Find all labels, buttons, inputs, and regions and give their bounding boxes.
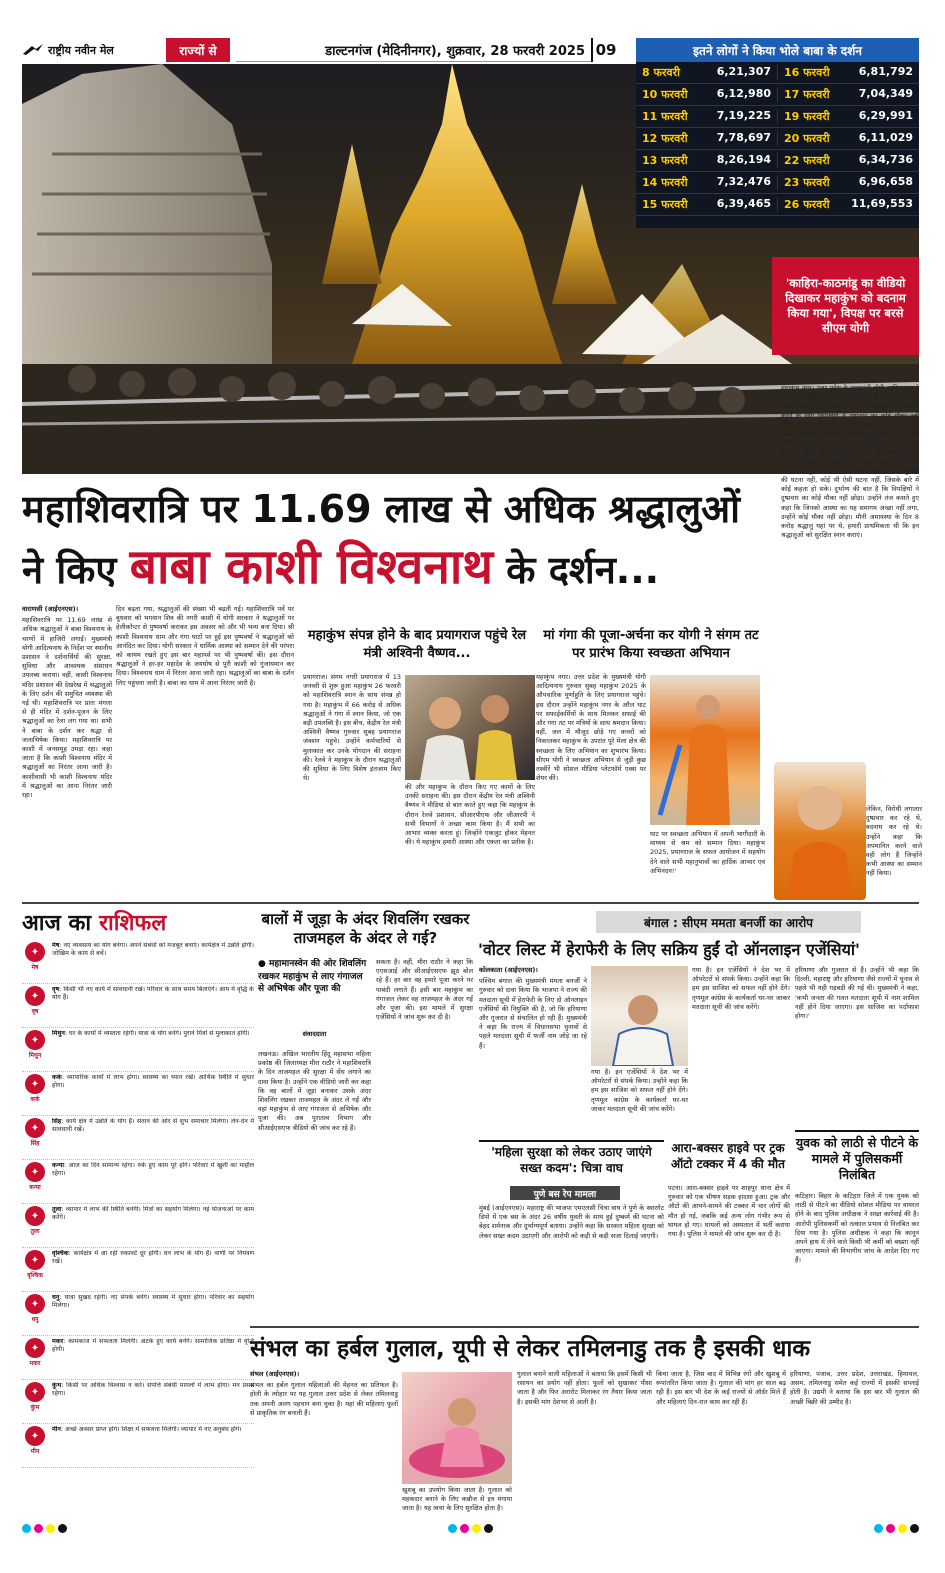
- tajmahal-text-2: सकता है। वहीं, मीरा राठौर ने कहा कि एएसआई और सीआईएसएफ झूठ बोल रहे हैं। हर बार वह हमारे पूजा करने पर पाबंदी लगाते हैं। इसी बार महाकुंभ का गंगाजल लेकर वह ताजमहल के अंदर गईं और पूजा की। इस मामले में सुरक्षा एजेंसियों ने जांच शुरू कर दी है।: [376, 958, 473, 1022]
- rashifal-title-b: राशिफल: [99, 911, 167, 936]
- page-number: 09: [591, 38, 619, 62]
- brand-name: राष्ट्रीय नवीन मेल: [48, 43, 114, 57]
- stats-count: 7,04,349: [858, 87, 913, 100]
- rashifal-item: [22, 1204, 254, 1248]
- zodiac-badge: [22, 1426, 48, 1467]
- zodiac-label: कन्या: [29, 1184, 41, 1191]
- color-swatches-center: [448, 1524, 493, 1533]
- stats-count: 6,11,029: [858, 131, 913, 144]
- zodiac-name: कन्या: [52, 1162, 64, 1169]
- railway-minister-headline: महाकुंभ संपन्न होने के बाद प्रयागराज पहुंचे रेल मंत्री अश्विनी वैष्णव...: [307, 628, 527, 661]
- stats-count: 6,39,465: [716, 197, 771, 210]
- zodiac-symbol-icon: ✦: [25, 986, 45, 1006]
- rashifal-title: [22, 907, 242, 937]
- gulal-text-4: किया जाता है, जिस बाद में विभिन्न रंगों और खुशबू में रूपांतरित किया जाता है। गुलाल की मांग हर साल बढ़ रही है। इस बार भी देश के कई राज्यों से ऑर्डर मिले हैं और महिलाएं दिन-रात काम कर रही हैं।: [656, 1370, 786, 1406]
- stats-row: [636, 84, 919, 106]
- zodiac-name: मकर: [52, 1338, 64, 1345]
- stats-row: [636, 150, 919, 172]
- stats-cell-left: [636, 197, 778, 212]
- zodiac-text: कामकाज में सफलता मिलेगी। अटके हुए कार्य बनेंगे। सामाजिक प्रतिष्ठा में वृद्धि होगी।: [52, 1338, 254, 1354]
- stats-date: 15 फरवरी: [642, 198, 688, 211]
- zodiac-name: मेष: [52, 942, 60, 949]
- video-story-headline: 'काहिरा-काठमांडू का वीडियो दिखाकर महाकुंभ को बदनाम किया गया', विपक्ष पर बरसे सीएम योगी: [772, 257, 919, 355]
- zodiac-label: धनु: [31, 1316, 39, 1323]
- zodiac-prediction: धनु: यात्रा सुखद रहेगी। नए संपर्क बनेंगे। स्वास्थ्य में सुधार होगा। परिवार का सहयोग मिलेगा।: [52, 1294, 254, 1310]
- gulal-caption-col: [402, 1486, 512, 1518]
- zodiac-prediction: मकर: कामकाज में सफलता मिलेगी। अटके हुए कार्य बनेंगे। सामाजिक प्रतिष्ठा में वृद्धि होगी।: [52, 1338, 254, 1354]
- bengal-col-4: [795, 966, 919, 1126]
- zodiac-text: व्यापार में लाभ की स्थिति बनेगी। मित्रों का सहयोग मिलेगा। नई योजनाओं पर काम करेंगे।: [52, 1206, 254, 1222]
- stats-date: 26 फरवरी: [784, 198, 830, 211]
- zodiac-label: कर्क: [30, 1096, 40, 1103]
- rashifal-item: [22, 1380, 254, 1424]
- zodiac-text: व्यापारिक कार्यों में लाभ होगा। स्वास्थ्य का ध्यान रखें। आर्थिक स्थिति में सुधार होगा।: [52, 1074, 254, 1090]
- gulal-text-2: खुशबू का उपयोग किया जाता है। गुलाल को महकदार बनाने के लिए कन्नौज से इत्र मंगाया जाता है। यह त्वचा के लिए सुरक्षित होता है।: [402, 1486, 512, 1513]
- stats-count: 6,21,307: [716, 65, 771, 78]
- zodiac-name: सिंह: [52, 1118, 62, 1125]
- rashifal-item: [22, 1072, 254, 1116]
- zodiac-name: कर्क: [52, 1074, 62, 1081]
- zodiac-label: तुला: [30, 1228, 40, 1235]
- stats-cell-right: [778, 109, 919, 124]
- stats-cell-right: [778, 175, 919, 190]
- cleanliness-caption-col: [650, 830, 765, 898]
- zodiac-name: मीन: [52, 1426, 61, 1433]
- stats-date: 23 फरवरी: [784, 176, 830, 189]
- zodiac-text: किसी भी नए कार्य में सावधानी रखें। परिवार के साथ समय बिताएंगे। आय में वृद्धि के योग हैं।: [52, 986, 254, 1002]
- cleanliness-photo: [650, 675, 760, 825]
- safety-text: मुंबई (आईएनएस)। महाराष्ट्र की भाजपा एमएलसी चित्रा वाघ ने पुणे के स्वारगेट डिपो में एक बस के अंदर 26 वर्षीय युवती के साथ हुई दुष्कर्म की घटना को बेहद शर्मनाक और दुर्भाग्यपूर्ण बताया। उन्होंने कहा कि सरकार महिला सुरक्षा को लेकर सख्त कदम उठाएगी और आरोपी को कड़ी से कड़ी सजा दिलाई जाएगी।: [479, 1204, 664, 1240]
- zodiac-symbol-icon: ✦: [25, 1250, 45, 1270]
- women-safety-headline: 'महिला सुरक्षा को लेकर उठाए जाएंगे सख्त कदम': चित्रा वाघ: [479, 1140, 664, 1184]
- zodiac-text: घर के कार्यों में व्यस्तता रहेगी। यात्रा के योग बनेंगे। पुराने मित्रों से मुलाकात होगी।: [69, 1030, 250, 1037]
- rashifal-item: [22, 1248, 254, 1292]
- stats-cell-right: [778, 197, 919, 212]
- zodiac-name: मिथुन: [52, 1030, 65, 1037]
- stats-date: 8 फरवरी: [642, 66, 680, 79]
- stats-cell-right: [778, 65, 919, 80]
- headline-line-2c: के दर्शन...: [506, 548, 660, 592]
- kashi-col-2: [116, 605, 294, 895]
- kashi-col1-text: महाशिवरात्रि पर 11.69 लाख से अधिक श्रद्धालुओं ने बाबा विश्वनाथ के चरणों में हाजिरी लगाई। मुख्यमंत्री योगी आदित्यनाथ के निर्देश पर स्थानीय प्रशासन ने दर्शनार्थियों की सुरक्षा, सुविधा और आवश्यक संसाधन उपलब्ध कराया। वहीं, काशी विश्वनाथ मंदिर प्रशासन की देखरेख में श्रद्धालुओं के लिए दर्शन की समुचित व्यवस्था की गई थी। महाशिवरात्रि पर प्रातः मंगला से ही मंदिर में दर्शन-पूजन के लिए श्रद्धालुओं का रेला लग गया था। सभी ने बाबा के दर्शन कर श्रद्धा से जलाभिषेक किया। महाशिवरात्रि पर काशी में जनसमूह उमड़ा रहा। कहा जाता है कि काशी विश्वनाथ मंदिर में श्रद्धालुओं का निरंतर आना जारी है। काशीवासी भी काशी विश्वनाथ मंदिर में श्रद्धालुओं का आना निरंतर जारी रहा।: [22, 616, 112, 800]
- stats-cell-right: [778, 87, 919, 102]
- truck-accident-headline: आरा-बक्सर हाइवे पर ट्रक ऑटो टक्कर में 4 की मौत: [670, 1141, 785, 1171]
- kashi-byline: वाराणसी (आईएनएस)।: [22, 605, 79, 613]
- zodiac-name: वृष: [52, 986, 60, 993]
- stats-date: 17 फरवरी: [784, 88, 830, 101]
- stats-count: 7,78,697: [716, 131, 771, 144]
- stats-cell-left: [636, 131, 778, 146]
- stats-date: 19 फरवरी: [784, 110, 830, 123]
- zodiac-symbol-icon: ✦: [25, 1206, 45, 1226]
- cleanliness-headline: मां गंगा की पूजा-अर्चना कर योगी ने संगम तट पर प्रारंभ किया स्वच्छता अभियान: [543, 628, 759, 661]
- section-tag: राज्यों से: [166, 38, 230, 62]
- bengal-byline: कोलकाता (आईएनएस)।: [479, 966, 538, 974]
- cleanliness-illustration: [650, 675, 760, 825]
- stats-cell-left: [636, 65, 778, 80]
- gulal-text-5: हरियाणा, पंजाब, उत्तर प्रदेश, उत्तराखंड, हिमाचल, असम, तमिलनाडु समेत कई राज्यों में इसकी सप्लाई होती है। उद्यमी ने बताया कि इस बार भी गुलाल की अच्छी बिक्री की उम्मीद है।: [790, 1370, 919, 1406]
- mamata-illustration: [591, 966, 688, 1066]
- zodiac-label: कुंभ: [30, 1404, 40, 1411]
- zodiac-label: मकर: [29, 1360, 41, 1367]
- stats-date: 20 फरवरी: [784, 132, 830, 145]
- zodiac-label: मेष: [31, 964, 39, 971]
- stats-row: [636, 62, 919, 84]
- yogi-story-paragraph-2: लेकिन, विरोधी लगातार दुष्प्रचार कर रहे थे, बदनाम कर रहे थे। उन्होंने कहा कि अपमानित करने वाले वही लोग हैं जिन्होंने कभी आस्था का सम्मान नहीं किया।: [866, 805, 922, 878]
- gulal-col-4: [790, 1370, 919, 1518]
- color-swatches-right: [874, 1524, 919, 1533]
- gulal-col-2: [517, 1370, 652, 1518]
- gulal-col-1: [250, 1370, 398, 1518]
- zodiac-name: तुला: [52, 1206, 62, 1213]
- zodiac-label: मिथुन: [28, 1052, 42, 1059]
- safety-text-col: [479, 1204, 664, 1322]
- stats-count: 6,96,658: [858, 175, 913, 188]
- bird-logo-icon: [22, 42, 44, 58]
- truck-text-col: [668, 1184, 790, 1322]
- zodiac-badge: [22, 1338, 48, 1379]
- zodiac-text: यात्रा सुखद रहेगी। नए संपर्क बनेंगे। स्वास्थ्य में सुधार होगा। परिवार का सहयोग मिलेगा।: [52, 1294, 254, 1310]
- railway-text: प्रयागराज। संगम नगरी प्रयागराज में 13 जनवरी से शुरू हुआ महाकुंभ 26 फरवरी को महाशिवरात्रि स्नान के साथ संपन्न हो गया है। महाकुंभ में 66 करोड़ से अधिक श्रद्धालुओं ने गंगा में स्नान किया, जो एक बड़ी उपलब्धि है। इस बीच, केंद्रीय रेल मंत्री अश्विनी वैष्णव गुरुवार सुबह प्रयागराज जंक्शन पहुंचे। उन्होंने कर्मचारियों से मुलाकात कर उनके योगदान की सराहना की। रेलवे ने महाकुंभ के दौरान श्रद्धालुओं की सुविधा के लिए विशेष इंतजाम किए थे।: [303, 673, 401, 783]
- zodiac-prediction: सिंह: कार्य क्षेत्र में उन्नति के योग हैं। संतान की ओर से शुभ समाचार मिलेगा। लेन-देन में सावधानी रखें।: [52, 1118, 254, 1134]
- bengal-tag: बंगाल : सीएम ममता बनर्जी का आरोप: [596, 911, 861, 933]
- cleanliness-caption: घाट पर स्वच्छता अभियान में अपनी भागीदारी के माध्यम से श्रम को सम्मान दिया। महाकुंभ 2025, प्रयागराज के सफल आयोजन में सहयोग देने वाले सभी महानुभावों का हार्दिक आभार एवं अभिनंदन!': [650, 830, 765, 875]
- stats-date: 10 फरवरी: [642, 88, 688, 101]
- zodiac-label: वृश्चिक: [27, 1272, 43, 1279]
- bengal-col-2b: [591, 1068, 688, 1136]
- gulal-text-3: गुलाल बनाने वाली महिलाओं ने बताया कि इसमें किसी भी रसायन का प्रयोग नहीं होता। फूलों को सुखाकर पीसा जाता है और फिर अरारोट मिलाकर रंग तैयार किया जाता है। इसकी मांग देशभर से आती है।: [517, 1370, 652, 1406]
- zodiac-text: अच्छे अवसर प्राप्त होंगे। शिक्षा में सफलता मिलेगी। व्यापार में नए अनुबंध होंगे।: [65, 1426, 242, 1433]
- zodiac-badge: [22, 942, 48, 983]
- rashifal-item: [22, 984, 254, 1028]
- color-swatches-left: [22, 1524, 67, 1533]
- tajmahal-headline: बालों में जूड़ा के अंदर शिवलिंग रखकर ताजमहल के अंदर ले गई?: [261, 910, 470, 947]
- zodiac-symbol-icon: ✦: [25, 1382, 45, 1402]
- print-registration-bar: [22, 1522, 919, 1534]
- stats-row: [636, 106, 919, 128]
- railway-caption-col: [405, 783, 535, 898]
- zodiac-label: सिंह: [30, 1140, 40, 1147]
- gulal-text-1: संभल का हर्बल गुलाल महिलाओं की मेहनत का प्रतिफल है। होली के त्योहार पर यह गुलाल उत्तर प्रदेश से लेकर तमिलनाडु तक अपनी अलग पहचान बना चुका है। यहां की महिलाएं फूलों से प्राकृतिक रंग बनाती हैं।: [250, 1381, 398, 1417]
- bengal-text: पश्चिम बंगाल की मुख्यमंत्री ममता बनर्जी ने गुरुवार को दावा किया कि भाजपा ने राज्य की मतदाता सूची में हेराफेरी के लिए दो ऑनलाइन एजेंसियों की नियुक्ति की है, जो कि हरियाणा और गुजरात से संचालित हो रही हैं। मुख्यमंत्री ने कहा कि राज्य में विधानसभा चुनावों से पहले मतदाता सूची में फर्जी नाम जोड़े जा रहे हैं।: [479, 977, 587, 1050]
- youth-text: कटिहार। बिहार के कटिहार जिले में एक युवक को लाठी से पीटने का वीडियो सोशल मीडिया पर वायरल होने के बाद पुलिस अधीक्षक ने सख्त कार्रवाई की है। आरोपी पुलिसकर्मी को तत्काल प्रभाव से निलंबित कर दिया गया है। पुलिस अधीक्षक ने कहा कि कानून अपने हाथ में लेने वाले किसी भी कर्मी को बख्शा नहीं जाएगा। मामले की विभागीय जांच के आदेश दिए गए हैं।: [795, 1192, 919, 1265]
- zodiac-prediction: तुला: व्यापार में लाभ की स्थिति बनेगी। मित्रों का सहयोग मिलेगा। नई योजनाओं पर काम करेंगे।: [52, 1206, 254, 1222]
- kashi-col2-text: दिन बढ़ता गया, श्रद्धालुओं की संख्या भी बढ़ती गई। महाशिवरात्रि पर्व पर बुधवार को भगवान शिव की नगरी काशी में योगी सरकार ने श्रद्धालुओं पर हेलीकॉप्टर से पुष्पवर्षा कराकर इस अवसर को और भी भव्य बना दिया। श्री काशी विश्वनाथ धाम और गंगा घाटों पर हुई इस पुष्पवर्षा ने श्रद्धालुओं को आनंदित कर दिया। योगी सरकार ने धार्मिक आस्था को सम्मान देने की परंपरा को कायम रखते हुए इस बार महापर्व पर भी पुष्पवर्षा की। इस दौरान श्रद्धालुओं ने हर-हर महादेव के जयघोष से पूरी काशी को गुंजायमान कर दिया। विश्वनाथ धाम में निरंतर आना जारी रहा। श्रद्धालुओं का बाबा के दर्शन लिए पहुंचना जारी है। बाबा का धाम में आना निरंतर जारी है।: [116, 605, 294, 687]
- headline-line-2a: ने किए: [22, 548, 117, 592]
- rashifal-item: [22, 1116, 254, 1160]
- yogi-story-cont: [866, 805, 922, 897]
- stats-count: 7,32,476: [716, 175, 771, 188]
- headline-line-2: [22, 538, 757, 599]
- stats-count: 6,12,980: [716, 87, 771, 100]
- zodiac-badge: [22, 1118, 48, 1159]
- stats-cell-left: [636, 175, 778, 190]
- stats-count: 7,19,225: [716, 109, 771, 122]
- rashifal-item: [22, 1292, 254, 1336]
- bengal-col-3: [692, 966, 790, 1136]
- zodiac-text: आज का दिन सामान्य रहेगा। रुके हुए काम पूरे होंगे। परिवार में खुशी का माहौल रहेगा।: [52, 1162, 254, 1178]
- stats-row: [636, 172, 919, 194]
- zodiac-prediction: कर्क: व्यापारिक कार्यों में लाभ होगा। स्वास्थ्य का ध्यान रखें। आर्थिक स्थिति में सुधार होगा।: [52, 1074, 254, 1090]
- tajmahal-byline-col: [258, 1030, 371, 1048]
- rashifal-item: [22, 1028, 254, 1072]
- stats-count: 6,29,991: [858, 109, 913, 122]
- zodiac-badge: [22, 1382, 48, 1423]
- yogi-story-text: [781, 384, 919, 756]
- mamata-photo: [591, 966, 688, 1066]
- stats-cell-right: [778, 153, 919, 168]
- zodiac-text: नए व्यवसाय का योग बनेगा। अपने संबंधों को मजबूत बनाएं। कार्यक्षेत्र में उन्नति होगी। जोखिम के काम से बचें।: [52, 942, 254, 958]
- tajmahal-col-2: [376, 958, 473, 1322]
- kashi-col-1: [22, 605, 112, 895]
- zodiac-prediction: मेष: नए व्यवसाय का योग बनेगा। अपने संबंधों को मजबूत बनाएं। कार्यक्षेत्र में उन्नति होगी। जोखिम के काम से बचें।: [52, 942, 254, 958]
- headline-line-1: महाशिवरात्रि पर 11.69 लाख से अधिक श्रद्धालुओं: [22, 487, 740, 531]
- gulal-illustration: [402, 1372, 512, 1484]
- yogi-story-paragraph: महाकुंभ नगर। उत्तर प्रदेश के मुख्यमंत्री योगी आदित्यनाथ ने प्रयागराज महाकुंभ-2025 के समापन के बाद 'विपक्ष' पर जमकर प्रहार किया। उन्होंने कहा कि महाकुंभ को बदनाम करने के लिए विपक्षियों ने दुष्प्रचार का कोई मौका नहीं छोड़ा। कोई काहिरा की तो कोई काठमांडू की घटना का वीडियो दिखाकर प्रयागराज को बदनाम करता रहा। सीएम योगी ने कहा कि आस्था का इतना विशाल समागम दुनिया के अंदर कभी नहीं हुआ। 66 करोड़ 30 लाख श्रद्धालु, किसी आयोजन का हिस्सा बने और कोई अपहरण की घटना नहीं, कोई लूट की घटना नहीं, कोई छेड़छाड़, कोई दुष्कर्म की घटना नहीं, कोई भी ऐसी घटना नहीं, जिसके बारे में कोई कहता हो सके। दुर्भाग्य की बात है कि विपक्षियों ने दुष्प्रचार का कोई मौका नहीं छोड़ा। उन्होंने तंज कसते हुए कहा कि जिनको आस्था का यह समागम अच्छा नहीं लगा, उन्होंने कोई मौका नहीं छोड़ा। मौनी अमावस्या के दिन 8 करोड़ श्रद्धालु यहां पर थे, हमारी प्राथमिकता थी कि इन श्रद्धालुओं को सुरक्षित स्नान कराएं।: [781, 384, 919, 540]
- headline-highlight: बाबा काशी विश्वनाथ: [129, 539, 494, 595]
- stats-date: 14 फरवरी: [642, 176, 688, 189]
- zodiac-prediction: वृष: किसी भी नए कार्य में सावधानी रखें। परिवार के साथ समय बिताएंगे। आय में वृद्धि के योग हैं।: [52, 986, 254, 1002]
- gulal-headline: संभल का हर्बल गुलाल, यूपी से लेकर तमिलनाडु तक है इसकी धाक: [250, 1336, 811, 1362]
- bengal-text-3: हरियाणा और गुजरात से हैं। उन्होंने भी कहा कि दिल्ली, महाराष्ट्र और हरियाणा जैसे राज्यों में चुनाव से पहले भी यही गड़बड़ी की गई थी। मुख्यमंत्री ने कहा, 'कभी जनता की गलत मतदाता सूची में नाम शामिल नहीं होने दिया जाएगा। इस साजिश का पर्दाफाश होगा।': [795, 966, 919, 1021]
- zodiac-symbol-icon: ✦: [25, 1162, 45, 1182]
- tajmahal-subhead: ● महामानस्वेन की ओर शिवलिंग रखकर महाकुंभ से लाए गंगाजल से अभिषेक और पूजा की: [258, 959, 367, 994]
- tajmahal-text: लखनऊ। अखिल भारतीय हिंदू महासभा महिला प्रकोष्ठ की जिलाध्यक्ष मीरा राठौर ने महाशिवरात्रि के दिन ताजमहल की सुरक्षा में सेंध लगाने का दावा किया है। उन्होंने एक वीडियो जारी कर कहा कि वह बालों में जूड़ा बनाकर उसके अंदर शिवलिंग रखकर ताजमहल के अंदर ले गईं और वहां महाकुंभ से लाए गंगाजल से अभिषेक और पूजा की। अब पुरातत्व विभाग और सीआईएसएफ वीडियो की जांच कर रहे हैं।: [258, 1050, 371, 1132]
- bengal-text-2: गया है। इन एजेंसियों ने देश भर में ऑपरेटरों से संपर्क किया। उन्होंने कहा कि हम इस साजिश को सफल नहीं होने देंगे। तृणमूल कांग्रेस के कार्यकर्ता घर-घर जाकर मतदाता सूची की जांच करेंगे।: [692, 966, 790, 1011]
- minister-illustration: [405, 675, 535, 780]
- tajmahal-col-1: [258, 1050, 371, 1322]
- zodiac-badge: [22, 1030, 48, 1071]
- zodiac-prediction: कन्या: आज का दिन सामान्य रहेगा। रुके हुए काम पूरे होंगे। परिवार में खुशी का माहौल रहेगा।: [52, 1162, 254, 1178]
- zodiac-symbol-icon: ✦: [25, 942, 45, 962]
- zodiac-prediction: वृश्चिक: कार्यक्षेत्र में आ रही रुकावटें दूर होंगी। धन लाभ के योग हैं। वाणी पर नियंत्रण रखें।: [52, 1250, 254, 1266]
- zodiac-badge: [22, 986, 48, 1027]
- zodiac-label: मीन: [30, 1448, 40, 1455]
- zodiac-badge: [22, 1250, 48, 1291]
- rashifal-list: [22, 940, 254, 1520]
- stats-date: 13 फरवरी: [642, 154, 688, 167]
- stats-cell-left: [636, 153, 778, 168]
- cleanliness-text: महाकुंभ नगर। उत्तर प्रदेश के मुख्यमंत्री योगी आदित्यनाथ गुरुवार सुबह महाकुंभ 2025 के औपचारिक पूर्णाहुति के लिए प्रयागराज पहुंचे। इस दौरान उन्होंने महाकुंभ नगर के अरैल घाट पर सफाईकर्मियों के साथ मिलकर सफाई की और गंगा तट पर मंत्रियों के साथ श्रमदान किया। वहीं, जल में मौजूद छोड़े गए कचरों को निकालकर महाकुंभ के उपरांत पूरे मेला क्षेत्र की स्वच्छता के लिए अभियान का शुभारंभ किया। सीएम योगी ने स्वच्छता अभियान से जुड़ी कुछ तस्वीरें भी सोशल मीडिया प्लेटफॉर्म एक्स पर शेयर कीं।: [536, 673, 646, 783]
- zodiac-badge: [22, 1074, 48, 1115]
- zodiac-symbol-icon: ✦: [25, 1118, 45, 1138]
- rashifal-item: [22, 1336, 254, 1380]
- zodiac-text: किसी पर अधिक विश्वास न करें। संपत्ति संबंधी मामलों में लाभ होगा। मन प्रसन्न रहेगा।: [52, 1382, 254, 1398]
- stats-cell-right: [778, 131, 919, 146]
- stats-count: 6,34,736: [858, 153, 913, 166]
- dateline: डाल्टनगंज (मेदिनीनगर), शुक्रवार, 28 फरवरी 2025: [236, 38, 591, 62]
- stats-count: 6,81,792: [858, 65, 913, 78]
- railway-text-col: [303, 673, 401, 898]
- stats-cell-left: [636, 87, 778, 102]
- rashifal-item: [22, 940, 254, 984]
- gulal-divider: [250, 1326, 919, 1328]
- zodiac-badge: [22, 1162, 48, 1203]
- truck-text: पटना। आरा-बक्सर हाइवे पर शाहपुर थाना क्षेत्र में गुरुवार को एक भीषण सड़क हादसा हुआ। ट्रक और ऑटो की आमने-सामने की टक्कर में चार लोगों की मौत हो गई, जबकि कई अन्य लोग गंभीर रूप से घायल हो गए। घायलों को अस्पताल में भर्ती कराया गया है। पुलिस ने मामले की जांच शुरू कर दी है।: [668, 1184, 790, 1239]
- zodiac-name: वृश्चिक: [52, 1250, 69, 1257]
- zodiac-prediction: कुंभ: किसी पर अधिक विश्वास न करें। संपत्ति संबंधी मामलों में लाभ होगा। मन प्रसन्न रहेगा।: [52, 1382, 254, 1398]
- zodiac-symbol-icon: ✦: [25, 1074, 45, 1094]
- zodiac-prediction: मिथुन: घर के कार्यों में व्यस्तता रहेगी। यात्रा के योग बनेंगे। पुराने मित्रों से मुलाकात होगी।: [52, 1030, 250, 1037]
- zodiac-badge: [22, 1294, 48, 1335]
- pune-case-tag: पुणे बस रेप मामला: [510, 1186, 620, 1200]
- rashifal-item: [22, 1424, 254, 1468]
- section-divider: [22, 902, 919, 904]
- cleanliness-text-col: [536, 673, 646, 898]
- railway-caption: की और महाकुंभ के दौरान किए गए कामों के लिए उनकी सराहना की। इस दौरान केंद्रीय रेल मंत्री अश्विनी वैष्णव ने मीडिया से बात करते हुए कहा कि महाकुंभ के दौरान रेलवे प्रशासन, सीआरपीएफ और जीआरपी ने सभी विभागों ने अच्छा काम किया है। मैं सभी का आभार व्यक्त करता हूं। जिन्होंने एकजुट होकर मेहनत की। ये महाकुंभ हमारी आस्था और एकता का प्रतीक है।: [405, 783, 535, 847]
- minister-photo: [405, 675, 535, 780]
- zodiac-symbol-icon: ✦: [25, 1426, 45, 1446]
- zodiac-name: धनु: [52, 1294, 60, 1301]
- voter-list-headline: 'वोटर लिस्ट में हेराफेरी के लिए सक्रिय हुईं दो ऑनलाइन एजेंसियां': [478, 940, 860, 959]
- stats-date: 22 फरवरी: [784, 154, 830, 167]
- bengal-text-2b: गया है। इन एजेंसियों ने देश भर में ऑपरेटरों से संपर्क किया। उन्होंने कहा कि हम इस साजिश को सफल नहीं होने देंगे। तृणमूल कांग्रेस के कार्यकर्ता घर-घर जाकर मतदाता सूची की जांच करेंगे।: [591, 1068, 688, 1113]
- zodiac-text: कार्य क्षेत्र में उन्नति के योग हैं। संतान की ओर से शुभ समाचार मिलेगा। लेन-देन में सावधानी रखें।: [52, 1118, 254, 1134]
- portrait-illustration: [774, 762, 866, 900]
- bengal-col-1: [479, 966, 587, 1136]
- main-headline: [22, 480, 757, 600]
- zodiac-text: कार्यक्षेत्र में आ रही रुकावटें दूर होंगी। धन लाभ के योग हैं। वाणी पर नियंत्रण रखें।: [52, 1250, 254, 1266]
- police-suspension-headline: युवक को लाठी से पीटने के मामले में पुलिसकर्मी निलंबित: [795, 1130, 919, 1190]
- gulal-photo: [402, 1372, 512, 1484]
- zodiac-symbol-icon: ✦: [25, 1338, 45, 1358]
- youth-text-col: [795, 1192, 919, 1322]
- zodiac-badge: [22, 1206, 48, 1247]
- rashifal-title-a: आज का: [22, 911, 92, 936]
- stats-count: 11,69,553: [851, 197, 913, 210]
- stats-row: [636, 128, 919, 150]
- stats-title: इतने लोगों ने किया भोले बाबा के दर्शन: [636, 38, 919, 62]
- tajmahal-byline: संवाददाता: [302, 1030, 327, 1038]
- rashifal-item: [22, 1160, 254, 1204]
- zodiac-symbol-icon: ✦: [25, 1294, 45, 1314]
- stats-row: [636, 194, 919, 216]
- zodiac-name: कुंभ: [52, 1382, 62, 1389]
- stats-date: 11 फरवरी: [642, 110, 688, 123]
- stats-count: 8,26,194: [716, 153, 771, 166]
- zodiac-prediction: मीन: अच्छे अवसर प्राप्त होंगे। शिक्षा में सफलता मिलेगी। व्यापार में नए अनुबंध होंगे।: [52, 1426, 242, 1433]
- stats-rows: [636, 62, 919, 216]
- darshan-stats-table: [636, 38, 919, 228]
- stats-cell-left: [636, 109, 778, 124]
- yogi-photo: [774, 762, 866, 900]
- stats-date: 12 फरवरी: [642, 132, 688, 145]
- gulal-col-3: [656, 1370, 786, 1518]
- gulal-byline: संभल (आईएनएस)।: [250, 1370, 300, 1378]
- zodiac-symbol-icon: ✦: [25, 1030, 45, 1050]
- masthead-brand: [22, 38, 162, 62]
- zodiac-label: वृष: [31, 1008, 39, 1015]
- stats-date: 16 फरवरी: [784, 66, 830, 79]
